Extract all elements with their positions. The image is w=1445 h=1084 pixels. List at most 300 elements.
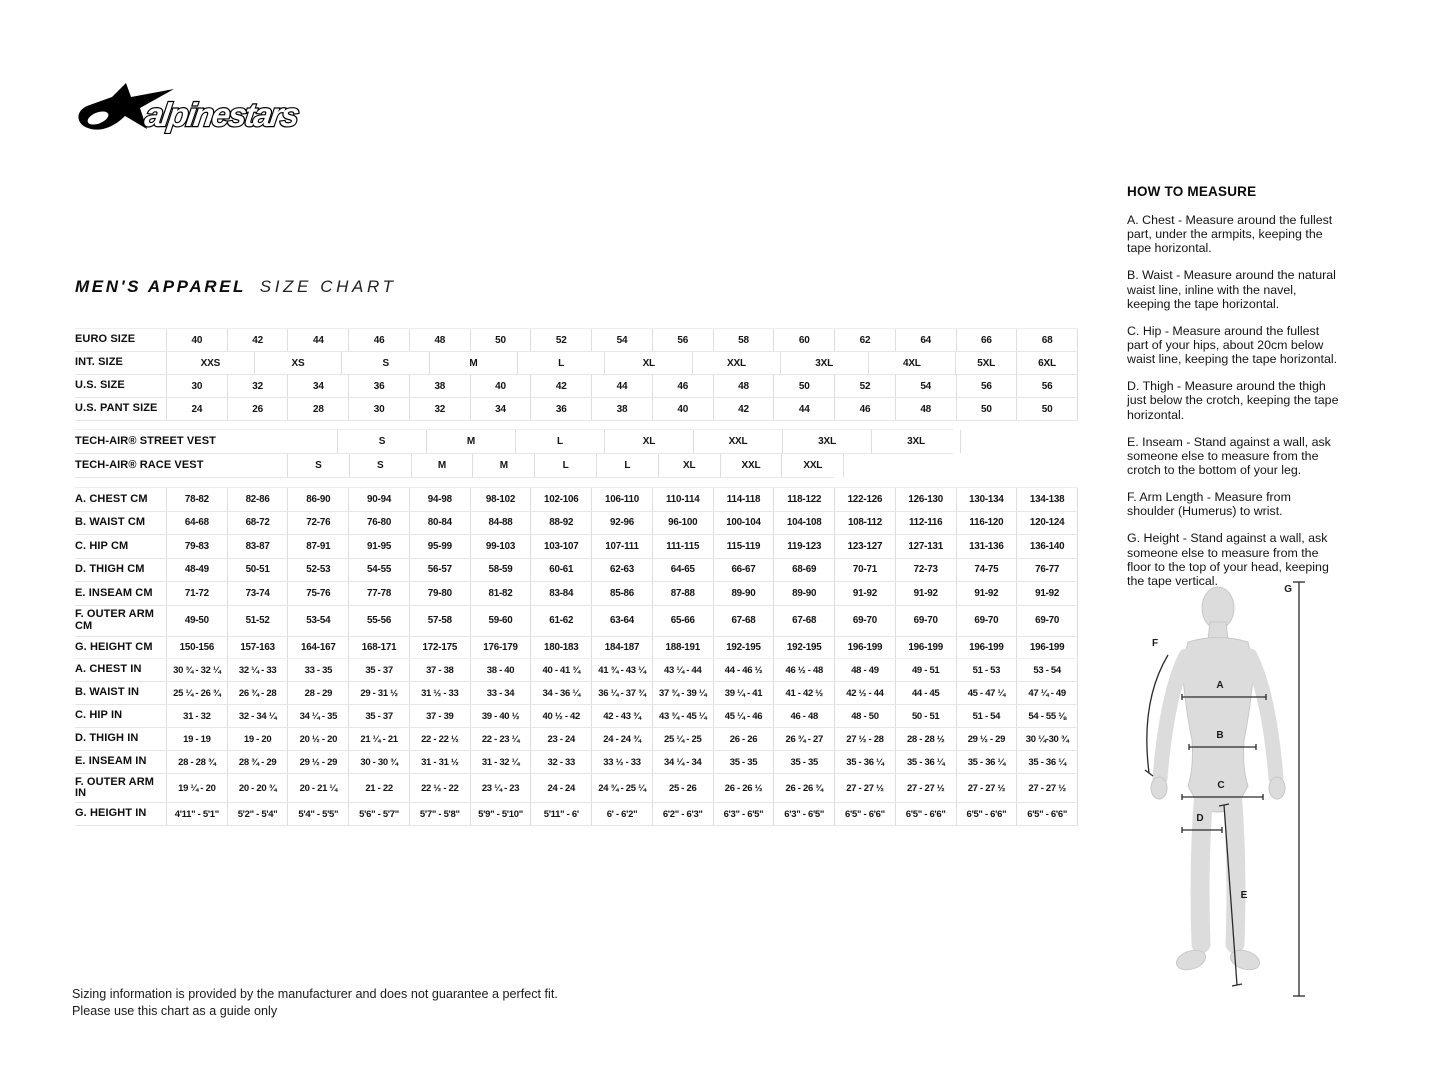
figure-label-height: G (1284, 584, 1292, 595)
table-cell: 91-92 (895, 582, 956, 605)
tech-air-vest-table (75, 429, 953, 478)
table-cell: 3XL (871, 430, 960, 453)
row-cells (166, 705, 1078, 727)
table-cell: 41 - 42 ½ (773, 682, 834, 704)
table-cell: 31 - 32 (166, 705, 227, 727)
table-cell: 50 - 51 (895, 705, 956, 727)
table-cell: 19 ¼ - 20 (166, 774, 227, 802)
table-cell: 52 (530, 329, 591, 351)
table-cell: 25 ¼ - 26 ¾ (166, 682, 227, 704)
table-cell: 35 - 37 (348, 705, 409, 727)
table-cell: 51 - 53 (956, 659, 1017, 681)
table-cell: 44 (773, 398, 834, 420)
table-cell: 54-55 (348, 559, 409, 582)
table-cell: 24 - 24 ¾ (591, 728, 652, 750)
table-cell: 30 ¼-30 ¾ (1016, 728, 1077, 750)
table-cell: 150-156 (166, 637, 227, 660)
table-cell: 40 - 41 ¾ (530, 659, 591, 681)
table-cell: 90-94 (348, 488, 409, 511)
table-cell: 27 - 27 ½ (1016, 774, 1077, 802)
table-cell: 92-96 (591, 512, 652, 535)
row-label: B. WAIST CM (75, 516, 146, 529)
table-cell: 35 - 36 ¼ (834, 751, 895, 773)
table-cell: 127-131 (895, 535, 956, 558)
table-cell: 45 ¼ - 46 (713, 705, 774, 727)
table-cell: XXL (720, 454, 782, 477)
table-cell: 21 - 22 (348, 774, 409, 802)
table-cell: 77-78 (348, 582, 409, 605)
how-to-measure-title: HOW TO MEASURE (1127, 184, 1257, 199)
table-cell: 32 - 34 ¼ (227, 705, 288, 727)
table-cell: 50 (470, 329, 531, 351)
table-cell: 46 (348, 329, 409, 351)
alpinestars-logo (72, 80, 332, 142)
table-cell: 38 (409, 375, 470, 397)
table-cell: 67-68 (713, 606, 774, 636)
row-label: U.S. SIZE (75, 379, 125, 392)
row-cells (166, 682, 1078, 704)
measure-instruction-waist: B. Waist - Measure around the natural waist line, inline with the navel, keeping the tape horizontal. (1127, 268, 1336, 311)
page-title-main: MEN'S APPAREL (75, 277, 247, 296)
row-cells (166, 659, 1078, 681)
table-cell: 69-70 (895, 606, 956, 636)
row-label: E. INSEAM IN (75, 755, 147, 768)
table-cell: 87-88 (652, 582, 713, 605)
table-cell: 79-83 (166, 535, 227, 558)
table-cell: 188-191 (652, 637, 713, 660)
table-cell: 164-167 (287, 637, 348, 660)
figure-label-hip: C (1217, 780, 1225, 791)
table-cell: S (349, 454, 411, 477)
table-cell: 4XL (868, 352, 956, 374)
table-cell: 131-136 (956, 535, 1017, 558)
table-cell: 46 ½ - 48 (773, 659, 834, 681)
table-cell: 44 (287, 329, 348, 351)
row-cells (166, 803, 1078, 825)
table-cell: 28 ¾ - 29 (227, 751, 288, 773)
table-cell: 80-84 (409, 512, 470, 535)
table-cell: 52-53 (287, 559, 348, 582)
table-cell: 76-80 (348, 512, 409, 535)
table-cell: 50 (773, 375, 834, 397)
table-cell: 50 (1016, 398, 1077, 420)
row-u-s-pant-size (75, 398, 1078, 421)
row-cells (166, 535, 1078, 558)
table-cell: 19 - 19 (166, 728, 227, 750)
table-cell: 79-80 (409, 582, 470, 605)
table-cell: 55-56 (348, 606, 409, 636)
table-cell: 24 (166, 398, 227, 420)
how-to-measure-panel (1127, 184, 1339, 601)
row-cells (337, 430, 961, 453)
table-cell: 5'2" - 5'4" (227, 803, 288, 825)
row-d-thigh-in (75, 728, 1078, 751)
table-cell: 40 (470, 375, 531, 397)
table-cell: 66-67 (713, 559, 774, 582)
row-u-s-size (75, 375, 1078, 398)
row-g-height-in (75, 803, 1078, 826)
table-cell: 24 - 24 (530, 774, 591, 802)
table-cell: 176-179 (470, 637, 531, 660)
table-cell: 83-84 (530, 582, 591, 605)
row-label: C. HIP IN (75, 709, 123, 722)
table-cell: 33 - 34 (470, 682, 531, 704)
table-cell: L (515, 430, 604, 453)
table-cell: 104-108 (773, 512, 834, 535)
table-cell: 122-126 (834, 488, 895, 511)
table-cell: 114-118 (713, 488, 774, 511)
table-cell: XXL (693, 430, 782, 453)
measure-instruction-chest: A. Chest - Measure around the fullest part, under the armpits, keeping the tape horizontal. (1127, 213, 1333, 256)
logo-wordmark: alpinestars (142, 97, 300, 134)
row-cells (166, 488, 1078, 511)
table-cell: 56-57 (409, 559, 470, 582)
table-cell: 46 (834, 398, 895, 420)
table-cell: 37 - 38 (409, 659, 470, 681)
figure-label-arm: F (1151, 638, 1159, 649)
row-cells (166, 375, 1078, 397)
table-cell: XL (604, 352, 692, 374)
table-cell: 30 ¾ - 32 ¼ (166, 659, 227, 681)
table-cell: 3XL (782, 430, 871, 453)
table-cell: 89-90 (713, 582, 774, 605)
table-cell: 172-175 (409, 637, 470, 660)
table-cell: 26 ¾ - 27 (773, 728, 834, 750)
table-cell: 112-116 (895, 512, 956, 535)
table-cell: 6'5" - 6'6" (895, 803, 956, 825)
table-cell: 42 (530, 375, 591, 397)
table-cell: 35 - 37 (348, 659, 409, 681)
table-cell: 46 (652, 375, 713, 397)
table-cell: 58 (713, 329, 774, 351)
table-cell: 42 (227, 329, 288, 351)
table-cell: 21 ¼ - 21 (348, 728, 409, 750)
table-cell: 85-86 (591, 582, 652, 605)
table-cell: 60 (773, 329, 834, 351)
table-cell: 40 (652, 398, 713, 420)
table-cell: M (472, 454, 534, 477)
table-cell: 68-69 (773, 559, 834, 582)
table-cell: 29 ½ - 29 (956, 728, 1017, 750)
row-label: G. HEIGHT IN (75, 807, 147, 820)
table-cell: 42 ½ - 44 (834, 682, 895, 704)
table-cell: 34 - 36 ¼ (530, 682, 591, 704)
footer-disclaimer (72, 986, 558, 1019)
table-cell: 106-110 (591, 488, 652, 511)
table-cell: 44 - 46 ½ (713, 659, 774, 681)
table-cell: 44 (591, 375, 652, 397)
table-cell: 60-61 (530, 559, 591, 582)
table-cell: XXL (781, 454, 843, 477)
table-cell: S (337, 430, 426, 453)
table-cell: 50 (956, 398, 1017, 420)
table-cell: L (534, 454, 596, 477)
table-cell: 43 ¾ - 45 ¼ (652, 705, 713, 727)
table-cell: 38 - 40 (470, 659, 531, 681)
table-cell: M (426, 430, 515, 453)
table-cell: 196-199 (1016, 637, 1077, 660)
table-cell: 119-123 (773, 535, 834, 558)
table-cell: 36 (530, 398, 591, 420)
table-cell: 28 (287, 398, 348, 420)
table-cell: 30 - 30 ¾ (348, 751, 409, 773)
table-cell: 50-51 (227, 559, 288, 582)
table-cell: 6'3" - 6'5" (713, 803, 774, 825)
table-cell: 40 ½ - 42 (530, 705, 591, 727)
measurements-in-table (75, 658, 1078, 826)
table-cell: 68 (1016, 329, 1077, 351)
table-cell: 22 - 22 ½ (409, 728, 470, 750)
row-g-height-cm (75, 637, 1078, 661)
row-a-chest-cm (75, 487, 1078, 512)
table-cell: 42 (713, 398, 774, 420)
table-cell: 192-195 (773, 637, 834, 660)
table-cell: 72-73 (895, 559, 956, 582)
table-cell: 46 - 48 (773, 705, 834, 727)
table-cell: 48 (895, 398, 956, 420)
table-cell: 34 (470, 398, 531, 420)
table-cell: 69-70 (1016, 606, 1077, 636)
row-cells (166, 606, 1078, 636)
measure-instruction-height: G. Height - Stand against a wall, ask someone else to measure from the floor to the top of your head, keeping the tape vertical. (1127, 531, 1329, 588)
row-label: TECH-AIR® RACE VEST (75, 458, 204, 471)
table-cell: 35 - 36 ¼ (895, 751, 956, 773)
table-cell: XS (254, 352, 342, 374)
table-cell: 94-98 (409, 488, 470, 511)
table-cell: 5'6" - 5'7" (348, 803, 409, 825)
table-cell: 45 - 47 ¼ (956, 682, 1017, 704)
table-cell: 196-199 (956, 637, 1017, 660)
table-cell: 69-70 (956, 606, 1017, 636)
table-cell: 5'9" - 5'10" (470, 803, 531, 825)
table-cell: 6'5" - 6'6" (956, 803, 1017, 825)
table-cell: 53-54 (287, 606, 348, 636)
table-cell: 75-76 (287, 582, 348, 605)
table-cell: 28 - 28 ½ (895, 728, 956, 750)
table-cell: 23 ¼ - 23 (470, 774, 531, 802)
row-cells (166, 398, 1078, 420)
row-cells (166, 637, 1078, 660)
table-cell: 62-63 (591, 559, 652, 582)
row-int-size (75, 352, 1078, 375)
table-cell: 36 ¼ - 37 ¾ (591, 682, 652, 704)
row-cells (166, 728, 1078, 750)
table-cell: 91-92 (956, 582, 1017, 605)
table-cell: 134-138 (1016, 488, 1077, 511)
table-cell: 91-95 (348, 535, 409, 558)
figure-label-waist: B (1216, 730, 1224, 741)
measure-instruction-arm: F. Arm Length - Measure from shoulder (Humerus) to wrist. (1127, 490, 1291, 519)
table-cell: 130-134 (956, 488, 1017, 511)
table-cell: 56 (956, 375, 1017, 397)
table-cell: 54 - 55 ⅛ (1016, 705, 1077, 727)
body-silhouette (1182, 587, 1254, 812)
table-cell: M (411, 454, 473, 477)
row-cells (166, 352, 1078, 374)
row-f-outer-arm-cm (75, 606, 1078, 637)
table-cell: 26 - 26 (713, 728, 774, 750)
table-cell: 196-199 (834, 637, 895, 660)
table-cell: 91-92 (834, 582, 895, 605)
table-cell: 91-92 (1016, 582, 1077, 605)
table-cell: 61-62 (530, 606, 591, 636)
row-label: A. CHEST CM (75, 492, 148, 505)
row-tech-air-race-vest (75, 454, 834, 478)
table-cell: 20 ½ - 20 (287, 728, 348, 750)
table-cell: 192-195 (713, 637, 774, 660)
table-cell: 48 - 49 (834, 659, 895, 681)
table-cell: 82-86 (227, 488, 288, 511)
table-cell: 42 - 43 ¾ (591, 705, 652, 727)
table-cell: 34 ¼ - 35 (287, 705, 348, 727)
table-cell: XL (604, 430, 693, 453)
table-cell: S (287, 454, 349, 477)
table-cell: 100-104 (713, 512, 774, 535)
table-cell: 56 (1016, 375, 1077, 397)
table-cell: 73-74 (227, 582, 288, 605)
table-cell: 120-124 (1016, 512, 1077, 535)
figure-label-inseam: E (1240, 890, 1248, 901)
table-cell: 110-114 (652, 488, 713, 511)
table-cell: 63-64 (591, 606, 652, 636)
row-e-inseam-in (75, 751, 1078, 774)
body-measurement-figure (1140, 572, 1312, 1024)
table-cell: 27 - 27 ½ (956, 774, 1017, 802)
table-cell: L (596, 454, 658, 477)
table-cell: XXS (166, 352, 254, 374)
table-cell: 29 - 31 ½ (348, 682, 409, 704)
row-label: INT. SIZE (75, 356, 123, 369)
table-cell: 54 (895, 375, 956, 397)
table-cell: M (429, 352, 517, 374)
table-cell: S (341, 352, 429, 374)
table-cell: 52 (834, 375, 895, 397)
table-cell: 86-90 (287, 488, 348, 511)
table-cell: 30 (348, 398, 409, 420)
table-cell: 76-77 (1016, 559, 1077, 582)
table-cell: 57-58 (409, 606, 470, 636)
row-label: C. HIP CM (75, 539, 129, 552)
measure-instruction-inseam: E. Inseam - Stand against a wall, ask someone else to measure from the crotch to the bottom of your leg. (1127, 434, 1331, 477)
table-cell: 108-112 (834, 512, 895, 535)
table-cell: 116-120 (956, 512, 1017, 535)
table-cell: 38 (591, 398, 652, 420)
table-cell: 25 ¼ - 25 (652, 728, 713, 750)
table-cell: 35 - 35 (713, 751, 774, 773)
table-cell: 31 ½ - 33 (409, 682, 470, 704)
table-cell: 48 - 50 (834, 705, 895, 727)
table-cell: 32 (409, 398, 470, 420)
row-f-outer-arm-in (75, 774, 1078, 803)
table-cell: 78-82 (166, 488, 227, 511)
table-cell: 30 (166, 375, 227, 397)
table-cell: 48 (409, 329, 470, 351)
table-cell: 168-171 (348, 637, 409, 660)
table-cell: 6'5" - 6'6" (1016, 803, 1077, 825)
table-cell: 64-68 (166, 512, 227, 535)
table-cell: L (517, 352, 605, 374)
row-cells (166, 582, 1078, 605)
table-cell: 111-115 (652, 535, 713, 558)
table-cell: 157-163 (227, 637, 288, 660)
table-cell: 48 (713, 375, 774, 397)
table-cell: 123-127 (834, 535, 895, 558)
table-cell: 54 (591, 329, 652, 351)
table-cell: 37 - 39 (409, 705, 470, 727)
table-cell: 4'11" - 5'1" (166, 803, 227, 825)
row-a-chest-in (75, 658, 1078, 682)
table-cell: 5'11" - 6' (530, 803, 591, 825)
table-cell: 22 - 23 ¼ (470, 728, 531, 750)
measure-instruction-thigh: D. Thigh - Measure around the thigh just below the crotch, keeping the tape horizontal. (1127, 379, 1339, 422)
table-cell: 64-65 (652, 559, 713, 582)
table-cell: 28 - 28 ¾ (166, 751, 227, 773)
table-cell: 24 ¾ - 25 ¼ (591, 774, 652, 802)
table-cell: 34 ¼ - 34 (652, 751, 713, 773)
table-cell: 48-49 (166, 559, 227, 582)
table-cell: 47 ¼ - 49 (1016, 682, 1077, 704)
table-cell: 26 - 26 ¾ (773, 774, 834, 802)
row-cells (166, 559, 1078, 582)
table-cell: 19 - 20 (227, 728, 288, 750)
table-cell: 53 - 54 (1016, 659, 1077, 681)
row-label: D. THIGH IN (75, 732, 139, 745)
table-cell: 33 ½ - 33 (591, 751, 652, 773)
table-cell: 6'5" - 6'6" (834, 803, 895, 825)
table-cell: 27 - 27 ½ (834, 774, 895, 802)
table-cell: 180-183 (530, 637, 591, 660)
row-b-waist-cm (75, 512, 1078, 536)
row-label: E. INSEAM CM (75, 586, 153, 599)
table-cell: 26 ¾ - 28 (227, 682, 288, 704)
table-cell: 67-68 (773, 606, 834, 636)
table-cell: 20 - 21 ¼ (287, 774, 348, 802)
table-cell: 32 ¼ - 33 (227, 659, 288, 681)
table-cell: 96-100 (652, 512, 713, 535)
table-cell: 23 - 24 (530, 728, 591, 750)
table-cell: 32 - 33 (530, 751, 591, 773)
table-cell: 31 - 32 ¼ (470, 751, 531, 773)
table-cell: 35 - 36 ¼ (956, 751, 1017, 773)
row-label: D. THIGH CM (75, 563, 145, 576)
table-cell: 34 (287, 375, 348, 397)
table-cell: 6'2" - 6'3" (652, 803, 713, 825)
figure-label-chest: A (1216, 680, 1224, 691)
row-cells (166, 329, 1078, 351)
table-cell: 33 - 35 (287, 659, 348, 681)
table-cell: 27 ½ - 28 (834, 728, 895, 750)
table-cell: 95-99 (409, 535, 470, 558)
table-cell: 20 - 20 ¾ (227, 774, 288, 802)
table-cell: 44 - 45 (895, 682, 956, 704)
table-cell: 28 - 29 (287, 682, 348, 704)
table-cell: 87-91 (287, 535, 348, 558)
table-cell: 39 ¼ - 41 (713, 682, 774, 704)
table-cell: 49-50 (166, 606, 227, 636)
table-cell: 99-103 (470, 535, 531, 558)
table-cell: 41 ¾ - 43 ¼ (591, 659, 652, 681)
table-cell: 66 (956, 329, 1017, 351)
table-cell: 103-107 (530, 535, 591, 558)
row-label: EURO SIZE (75, 333, 136, 346)
row-cells (166, 774, 1078, 802)
table-cell: 196-199 (895, 637, 956, 660)
table-cell: 29 ½ - 29 (287, 751, 348, 773)
table-cell: 6' - 6'2" (591, 803, 652, 825)
table-cell: 26 - 26 ½ (713, 774, 774, 802)
table-cell: 98-102 (470, 488, 531, 511)
footer-line-2: Please use this chart as a guide only (72, 1003, 278, 1018)
